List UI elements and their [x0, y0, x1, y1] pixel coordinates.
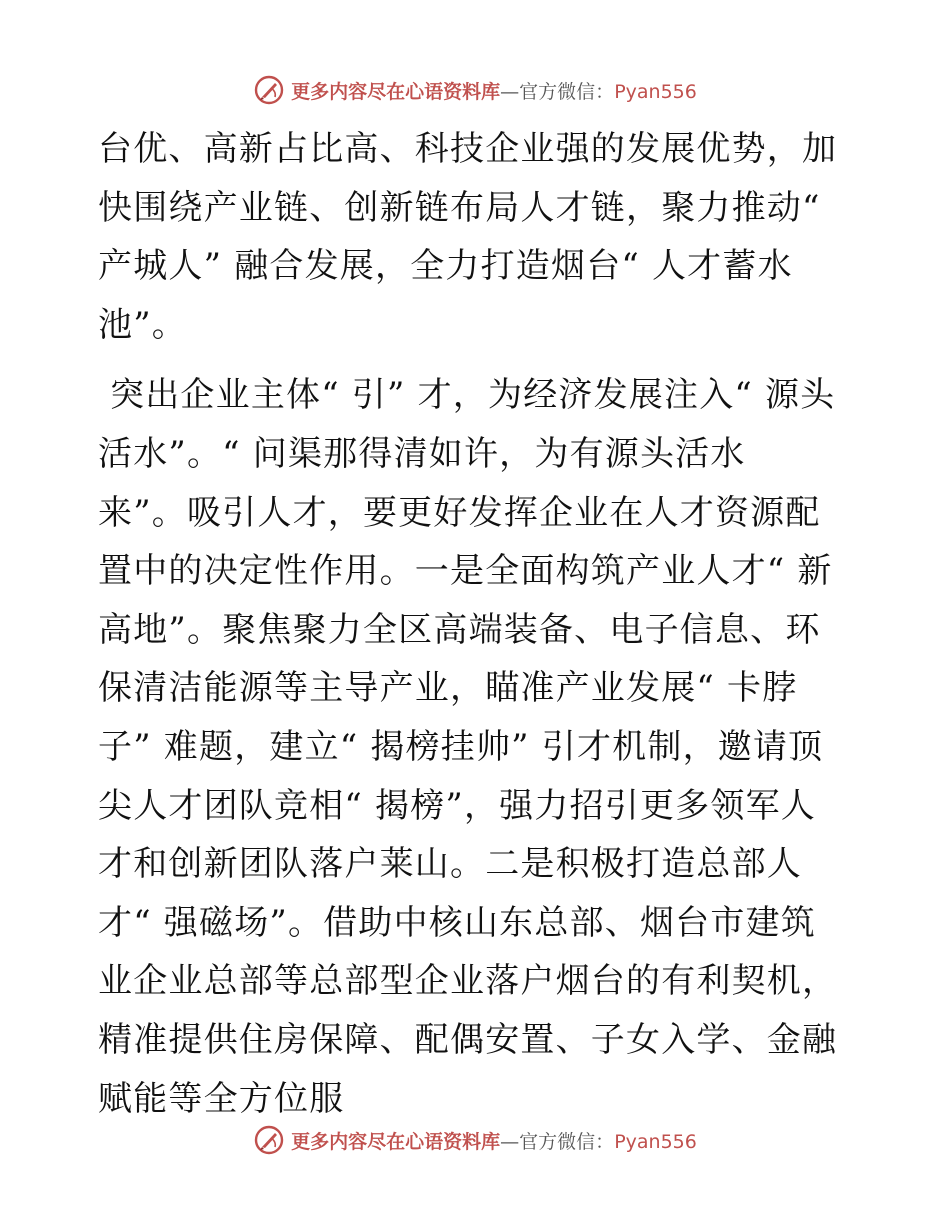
- paragraph-2: 突出企业主体“ 引” 才，为经济发展注入“ 源头活水”。“ 问渠那得清如许，为有源头活水 来”。吸引人才，要更好发挥企业在人才资源配置中的决定性作用。一是全面构筑产业人才“ 新高地”。聚焦聚力全区高端装备、电子信息、环保清洁能源等主导产业，瞄准产业发展“ 卡脖子” 难题，建立“ 揭榜挂帅” 引才机制，邀请顶尖人才团队竞相“ 揭榜”，强力招引更多领军人才和创新团队落户莱山。二是积极打造总部人才“ 强磁场”。借助中核山东总部、烟台市建筑业企业总部等总部型企业落户烟台的有利契机，精准提供住房保障、配偶安置、子女入学、金融赋能等全方位服: [98, 375, 838, 1119]
- page-footer: [0, 1120, 950, 1160]
- header-brand-text: 更多内容尽在心语资料库: [291, 80, 501, 103]
- page-header: [0, 70, 950, 110]
- footer-contact-label: 官方微信：: [519, 1130, 615, 1153]
- header-banner: [253, 74, 697, 106]
- paragraph-1: 台优、高新占比高、科技企业强的发展优势，加快围绕产业链、创新链布局人才链，聚力推动“ 产城人” 融合发展，全力打造烟台“ 人才蓄水 池”。: [98, 129, 838, 345]
- quill-pen-logo-icon: [253, 1124, 285, 1156]
- footer-banner-text: [291, 1127, 697, 1154]
- quill-pen-logo-icon: [253, 74, 285, 106]
- footer-separator: —: [500, 1130, 520, 1153]
- header-separator: —: [500, 80, 520, 103]
- header-contact-id: Pyan556: [614, 80, 697, 103]
- footer-banner: [253, 1124, 697, 1156]
- header-banner-text: [291, 77, 697, 104]
- document-body: [98, 120, 850, 1128]
- header-contact-label: 官方微信：: [519, 80, 615, 103]
- footer-brand-text: 更多内容尽在心语资料库: [291, 1130, 501, 1153]
- footer-contact-id: Pyan556: [614, 1130, 697, 1153]
